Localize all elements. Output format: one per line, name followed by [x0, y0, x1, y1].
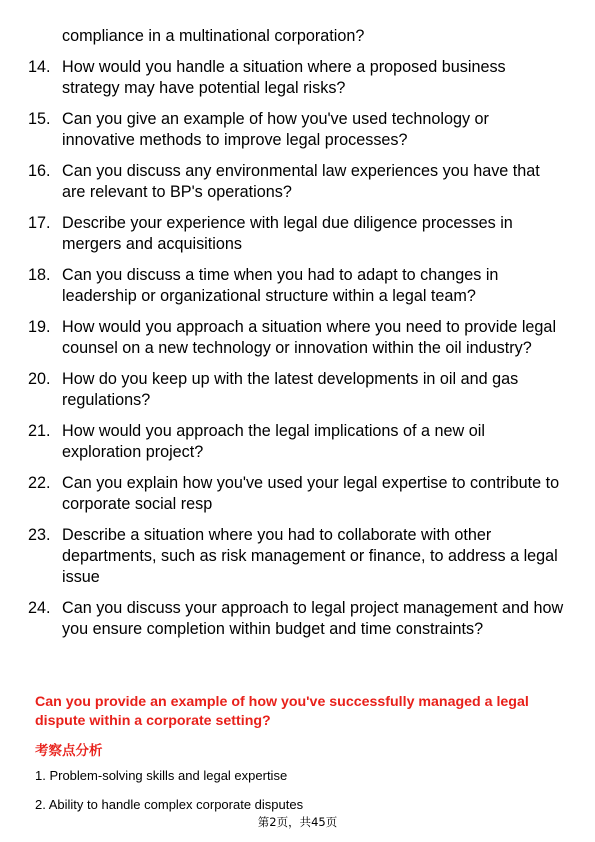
question-number: 17. — [28, 214, 51, 232]
question-item — [0, 161, 595, 203]
question-number: 21. — [28, 422, 51, 440]
question-item — [0, 421, 595, 463]
question-number: 16. — [28, 162, 51, 180]
analysis-point: 2. Ability to handle complex corporate disputes — [35, 797, 304, 812]
continuation-text: compliance in a multinational corporation? — [62, 27, 365, 45]
question-text: How would you handle a situation where a proposed business strategy may have potential legal risks? — [62, 58, 506, 97]
question-text: How would you approach the legal implications of a new oil exploration project? — [62, 422, 485, 461]
question-item — [0, 525, 595, 588]
question-item — [0, 317, 595, 359]
question-item — [0, 109, 595, 151]
question-number: 24. — [28, 599, 51, 617]
question-item — [0, 598, 595, 640]
question-number: 18. — [28, 266, 51, 284]
question-number: 14. — [28, 58, 51, 76]
question-number: 19. — [28, 318, 51, 336]
question-text: Can you explain how you've used your legal expertise to contribute to corporate social resp — [62, 474, 560, 513]
question-text: Can you give an example of how you've used technology or innovative methods to improve legal processes? — [62, 110, 489, 149]
question-continuation — [0, 26, 595, 47]
question-number: 15. — [28, 110, 51, 128]
question-number: 22. — [28, 474, 51, 492]
question-item — [0, 57, 595, 99]
question-text: Can you discuss a time when you had to adapt to changes in leadership or organizational structure within a legal team? — [62, 266, 499, 305]
question-text: Describe a situation where you had to collaborate with other departments, such as risk management or finance, to address a legal issue — [62, 526, 558, 586]
question-item — [0, 265, 595, 307]
question-item — [0, 213, 595, 255]
analysis-heading: 考察点分析 — [35, 743, 103, 759]
question-text: How do you keep up with the latest developments in oil and gas regulations? — [62, 370, 519, 409]
question-text: Can you discuss any environmental law experiences you have that are relevant to BP's operations? — [62, 162, 540, 201]
page-footer: 第2页，共45页 — [257, 815, 338, 829]
question-text: Describe your experience with legal due diligence processes in mergers and acquisitions — [62, 214, 513, 253]
question-item — [0, 369, 595, 411]
question-item — [0, 473, 595, 515]
question-text: Can you discuss your approach to legal project management and how you ensure completion within budget and time constraints? — [62, 599, 564, 638]
question-text: How would you approach a situation where you need to provide legal counsel on a new technology or innovation within the oil industry? — [62, 318, 557, 357]
question-number: 20. — [28, 370, 51, 388]
question-number: 23. — [28, 526, 51, 544]
analysis-point: 1. Problem-solving skills and legal expertise — [35, 768, 288, 783]
highlight-question: Can you provide an example of how you've successfully managed a legal dispute within a corporate setting? — [35, 694, 529, 729]
question-list — [0, 26, 595, 650]
